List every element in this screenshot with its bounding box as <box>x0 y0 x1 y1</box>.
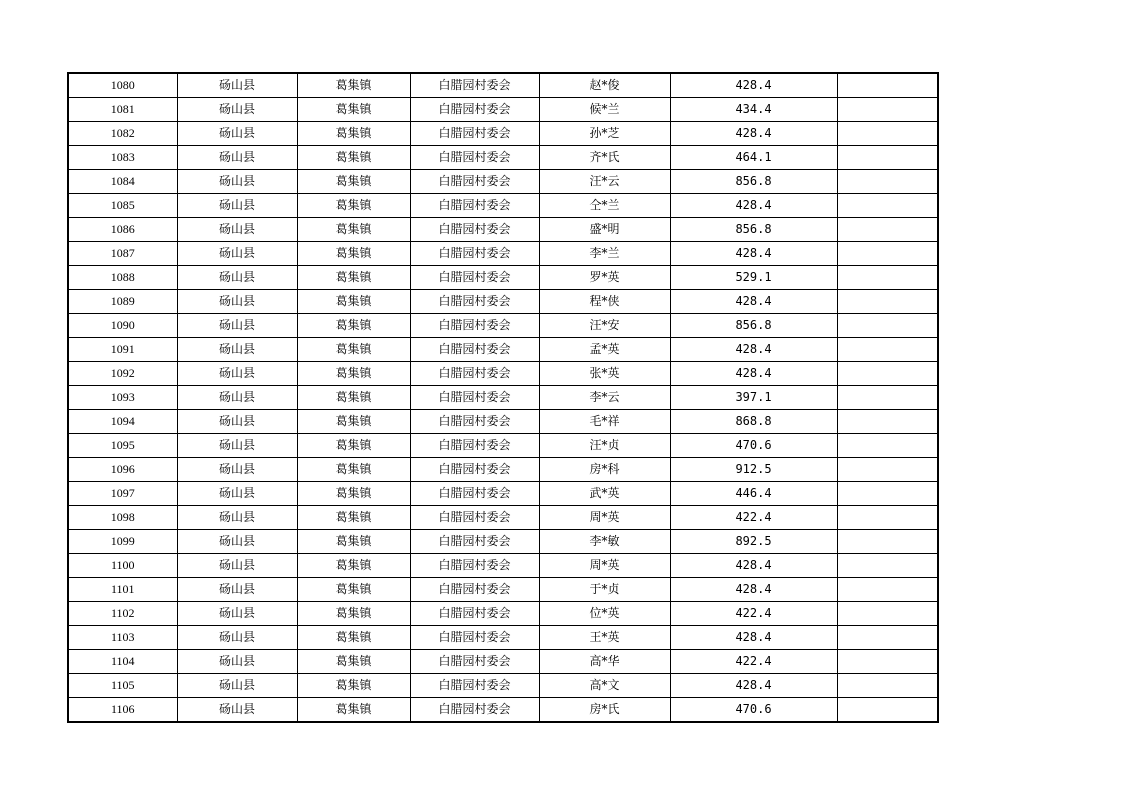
town-cell: 葛集镇 <box>297 218 410 242</box>
town-cell: 葛集镇 <box>297 338 410 362</box>
table-row <box>68 698 938 723</box>
village-committee-cell: 白腊园村委会 <box>410 506 539 530</box>
person-name-cell: 毛*祥 <box>539 410 670 434</box>
county-cell: 砀山县 <box>177 170 297 194</box>
row-number-cell: 1088 <box>68 266 177 290</box>
note-cell <box>837 362 938 386</box>
amount-cell: 464.1 <box>670 146 837 170</box>
amount-cell: 446.4 <box>670 482 837 506</box>
village-committee-cell: 白腊园村委会 <box>410 602 539 626</box>
row-number-cell: 1081 <box>68 98 177 122</box>
county-cell: 砀山县 <box>177 626 297 650</box>
row-number-cell: 1094 <box>68 410 177 434</box>
amount-cell: 428.4 <box>670 242 837 266</box>
village-committee-cell: 白腊园村委会 <box>410 242 539 266</box>
county-cell: 砀山县 <box>177 650 297 674</box>
note-cell <box>837 73 938 98</box>
table-row <box>68 73 938 98</box>
person-name-cell: 赵*俊 <box>539 73 670 98</box>
table-row <box>68 482 938 506</box>
village-committee-cell: 白腊园村委会 <box>410 698 539 723</box>
note-cell <box>837 602 938 626</box>
county-cell: 砀山县 <box>177 506 297 530</box>
person-name-cell: 汪*安 <box>539 314 670 338</box>
amount-cell: 428.4 <box>670 73 837 98</box>
person-name-cell: 高*文 <box>539 674 670 698</box>
row-number-cell: 1102 <box>68 602 177 626</box>
amount-cell: 470.6 <box>670 698 837 723</box>
county-cell: 砀山县 <box>177 602 297 626</box>
row-number-cell: 1106 <box>68 698 177 723</box>
town-cell: 葛集镇 <box>297 386 410 410</box>
table-row <box>68 626 938 650</box>
county-cell: 砀山县 <box>177 338 297 362</box>
row-number-cell: 1082 <box>68 122 177 146</box>
table-row <box>68 674 938 698</box>
table-row <box>68 578 938 602</box>
county-cell: 砀山县 <box>177 482 297 506</box>
note-cell <box>837 482 938 506</box>
note-cell <box>837 194 938 218</box>
person-name-cell: 李*敏 <box>539 530 670 554</box>
table-row <box>68 554 938 578</box>
person-name-cell: 罗*英 <box>539 266 670 290</box>
note-cell <box>837 530 938 554</box>
row-number-cell: 1096 <box>68 458 177 482</box>
town-cell: 葛集镇 <box>297 362 410 386</box>
row-number-cell: 1085 <box>68 194 177 218</box>
amount-cell: 428.4 <box>670 122 837 146</box>
county-cell: 砀山县 <box>177 242 297 266</box>
note-cell <box>837 218 938 242</box>
town-cell: 葛集镇 <box>297 554 410 578</box>
town-cell: 葛集镇 <box>297 122 410 146</box>
table-row <box>68 650 938 674</box>
subsidy-table <box>67 72 939 723</box>
amount-cell: 892.5 <box>670 530 837 554</box>
town-cell: 葛集镇 <box>297 506 410 530</box>
row-number-cell: 1100 <box>68 554 177 578</box>
amount-cell: 868.8 <box>670 410 837 434</box>
village-committee-cell: 白腊园村委会 <box>410 458 539 482</box>
note-cell <box>837 290 938 314</box>
village-committee-cell: 白腊园村委会 <box>410 314 539 338</box>
county-cell: 砀山县 <box>177 98 297 122</box>
person-name-cell: 孙*芝 <box>539 122 670 146</box>
table-body <box>68 73 938 722</box>
person-name-cell: 盛*明 <box>539 218 670 242</box>
note-cell <box>837 146 938 170</box>
amount-cell: 856.8 <box>670 218 837 242</box>
note-cell <box>837 98 938 122</box>
person-name-cell: 孟*英 <box>539 338 670 362</box>
row-number-cell: 1087 <box>68 242 177 266</box>
town-cell: 葛集镇 <box>297 458 410 482</box>
table-row <box>68 362 938 386</box>
row-number-cell: 1091 <box>68 338 177 362</box>
town-cell: 葛集镇 <box>297 266 410 290</box>
amount-cell: 434.4 <box>670 98 837 122</box>
table-row <box>68 410 938 434</box>
town-cell: 葛集镇 <box>297 650 410 674</box>
village-committee-cell: 白腊园村委会 <box>410 482 539 506</box>
county-cell: 砀山县 <box>177 266 297 290</box>
amount-cell: 422.4 <box>670 650 837 674</box>
village-committee-cell: 白腊园村委会 <box>410 386 539 410</box>
town-cell: 葛集镇 <box>297 194 410 218</box>
note-cell <box>837 578 938 602</box>
amount-cell: 428.4 <box>670 290 837 314</box>
note-cell <box>837 314 938 338</box>
person-name-cell: 房*氏 <box>539 698 670 723</box>
table-row <box>68 170 938 194</box>
row-number-cell: 1101 <box>68 578 177 602</box>
town-cell: 葛集镇 <box>297 674 410 698</box>
amount-cell: 422.4 <box>670 602 837 626</box>
village-committee-cell: 白腊园村委会 <box>410 578 539 602</box>
person-name-cell: 齐*氏 <box>539 146 670 170</box>
village-committee-cell: 白腊园村委会 <box>410 218 539 242</box>
county-cell: 砀山县 <box>177 146 297 170</box>
person-name-cell: 仝*兰 <box>539 194 670 218</box>
county-cell: 砀山县 <box>177 314 297 338</box>
row-number-cell: 1099 <box>68 530 177 554</box>
amount-cell: 428.4 <box>670 554 837 578</box>
person-name-cell: 李*兰 <box>539 242 670 266</box>
amount-cell: 856.8 <box>670 170 837 194</box>
county-cell: 砀山县 <box>177 290 297 314</box>
note-cell <box>837 122 938 146</box>
county-cell: 砀山县 <box>177 458 297 482</box>
village-committee-cell: 白腊园村委会 <box>410 626 539 650</box>
village-committee-cell: 白腊园村委会 <box>410 266 539 290</box>
note-cell <box>837 242 938 266</box>
table-row <box>68 122 938 146</box>
note-cell <box>837 266 938 290</box>
amount-cell: 470.6 <box>670 434 837 458</box>
person-name-cell: 汪*贞 <box>539 434 670 458</box>
row-number-cell: 1083 <box>68 146 177 170</box>
village-committee-cell: 白腊园村委会 <box>410 170 539 194</box>
amount-cell: 529.1 <box>670 266 837 290</box>
row-number-cell: 1080 <box>68 73 177 98</box>
county-cell: 砀山县 <box>177 122 297 146</box>
amount-cell: 422.4 <box>670 506 837 530</box>
amount-cell: 428.4 <box>670 674 837 698</box>
amount-cell: 856.8 <box>670 314 837 338</box>
person-name-cell: 高*华 <box>539 650 670 674</box>
note-cell <box>837 458 938 482</box>
person-name-cell: 武*英 <box>539 482 670 506</box>
village-committee-cell: 白腊园村委会 <box>410 194 539 218</box>
row-number-cell: 1095 <box>68 434 177 458</box>
note-cell <box>837 506 938 530</box>
note-cell <box>837 386 938 410</box>
village-committee-cell: 白腊园村委会 <box>410 362 539 386</box>
table-row <box>68 602 938 626</box>
note-cell <box>837 650 938 674</box>
amount-cell: 428.4 <box>670 194 837 218</box>
village-committee-cell: 白腊园村委会 <box>410 73 539 98</box>
town-cell: 葛集镇 <box>297 290 410 314</box>
table-row <box>68 242 938 266</box>
note-cell <box>837 698 938 723</box>
county-cell: 砀山县 <box>177 410 297 434</box>
person-name-cell: 周*英 <box>539 506 670 530</box>
village-committee-cell: 白腊园村委会 <box>410 650 539 674</box>
town-cell: 葛集镇 <box>297 410 410 434</box>
town-cell: 葛集镇 <box>297 530 410 554</box>
table-row <box>68 530 938 554</box>
county-cell: 砀山县 <box>177 434 297 458</box>
table-row <box>68 314 938 338</box>
person-name-cell: 王*英 <box>539 626 670 650</box>
amount-cell: 428.4 <box>670 362 837 386</box>
person-name-cell: 周*英 <box>539 554 670 578</box>
person-name-cell: 候*兰 <box>539 98 670 122</box>
town-cell: 葛集镇 <box>297 73 410 98</box>
row-number-cell: 1104 <box>68 650 177 674</box>
table-row <box>68 386 938 410</box>
person-name-cell: 位*英 <box>539 602 670 626</box>
table-row <box>68 98 938 122</box>
note-cell <box>837 674 938 698</box>
county-cell: 砀山县 <box>177 674 297 698</box>
table-row <box>68 146 938 170</box>
county-cell: 砀山县 <box>177 73 297 98</box>
village-committee-cell: 白腊园村委会 <box>410 434 539 458</box>
village-committee-cell: 白腊园村委会 <box>410 98 539 122</box>
table-row <box>68 266 938 290</box>
county-cell: 砀山县 <box>177 554 297 578</box>
amount-cell: 428.4 <box>670 578 837 602</box>
town-cell: 葛集镇 <box>297 602 410 626</box>
village-committee-cell: 白腊园村委会 <box>410 146 539 170</box>
row-number-cell: 1086 <box>68 218 177 242</box>
county-cell: 砀山县 <box>177 362 297 386</box>
table-row <box>68 218 938 242</box>
village-committee-cell: 白腊园村委会 <box>410 530 539 554</box>
note-cell <box>837 410 938 434</box>
village-committee-cell: 白腊园村委会 <box>410 338 539 362</box>
county-cell: 砀山县 <box>177 578 297 602</box>
table-row <box>68 290 938 314</box>
note-cell <box>837 434 938 458</box>
row-number-cell: 1098 <box>68 506 177 530</box>
person-name-cell: 李*云 <box>539 386 670 410</box>
town-cell: 葛集镇 <box>297 242 410 266</box>
amount-cell: 397.1 <box>670 386 837 410</box>
note-cell <box>837 338 938 362</box>
town-cell: 葛集镇 <box>297 170 410 194</box>
village-committee-cell: 白腊园村委会 <box>410 122 539 146</box>
note-cell <box>837 170 938 194</box>
row-number-cell: 1090 <box>68 314 177 338</box>
county-cell: 砀山县 <box>177 194 297 218</box>
amount-cell: 428.4 <box>670 338 837 362</box>
table-row <box>68 194 938 218</box>
table-row <box>68 458 938 482</box>
table-row <box>68 506 938 530</box>
town-cell: 葛集镇 <box>297 434 410 458</box>
note-cell <box>837 554 938 578</box>
person-name-cell: 汪*云 <box>539 170 670 194</box>
village-committee-cell: 白腊园村委会 <box>410 674 539 698</box>
row-number-cell: 1103 <box>68 626 177 650</box>
row-number-cell: 1084 <box>68 170 177 194</box>
county-cell: 砀山县 <box>177 530 297 554</box>
table-row <box>68 434 938 458</box>
village-committee-cell: 白腊园村委会 <box>410 554 539 578</box>
county-cell: 砀山县 <box>177 698 297 723</box>
town-cell: 葛集镇 <box>297 98 410 122</box>
person-name-cell: 程*侠 <box>539 290 670 314</box>
county-cell: 砀山县 <box>177 218 297 242</box>
row-number-cell: 1097 <box>68 482 177 506</box>
row-number-cell: 1105 <box>68 674 177 698</box>
amount-cell: 428.4 <box>670 626 837 650</box>
person-name-cell: 于*贞 <box>539 578 670 602</box>
row-number-cell: 1093 <box>68 386 177 410</box>
town-cell: 葛集镇 <box>297 146 410 170</box>
county-cell: 砀山县 <box>177 386 297 410</box>
table-row <box>68 338 938 362</box>
village-committee-cell: 白腊园村委会 <box>410 410 539 434</box>
row-number-cell: 1092 <box>68 362 177 386</box>
note-cell <box>837 626 938 650</box>
town-cell: 葛集镇 <box>297 482 410 506</box>
row-number-cell: 1089 <box>68 290 177 314</box>
town-cell: 葛集镇 <box>297 314 410 338</box>
amount-cell: 912.5 <box>670 458 837 482</box>
town-cell: 葛集镇 <box>297 698 410 723</box>
person-name-cell: 张*英 <box>539 362 670 386</box>
town-cell: 葛集镇 <box>297 626 410 650</box>
town-cell: 葛集镇 <box>297 578 410 602</box>
person-name-cell: 房*科 <box>539 458 670 482</box>
village-committee-cell: 白腊园村委会 <box>410 290 539 314</box>
